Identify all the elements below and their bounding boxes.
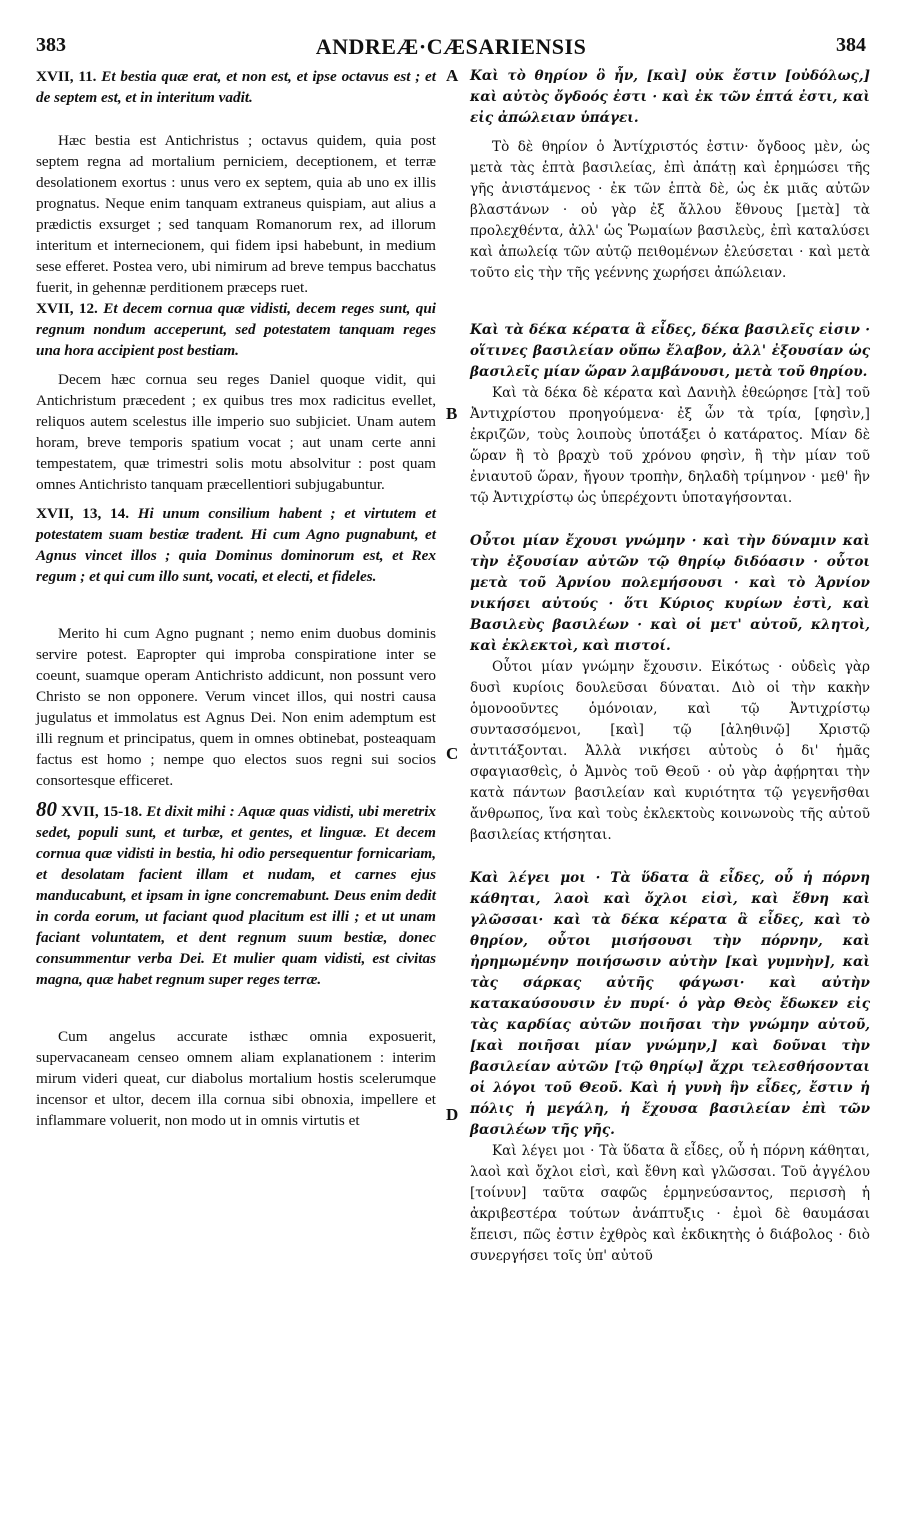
margin-marker-c: C xyxy=(446,744,459,763)
verse-ref: XVII, 13, 14. xyxy=(36,505,129,522)
verse-ref: XVII, 11. xyxy=(36,68,97,85)
latin-verse xyxy=(36,298,436,361)
page-number-left: 383 xyxy=(36,34,66,56)
verse-text: Et dixit mihi : Aquæ quas vidisti, ubi meretrix sedet, populi sunt, et turbæ, et gentes, et linguæ. Et decem cornua quæ vidisti in bestia, hi odio persequentur fornicariam, et desolatam facient illam et nudam, et carnes ejus manducabunt, et ipsam in igne concremabunt. Deus enim dedit in corda eorum, ut faciant quod placitum est illi ; et ut unam faciant voluntatem, et dent regnum suum bestiæ, donec consummentur verba Dei. Et mulier quam vidisti, est civitas magna, quæ habet regnum super reges terræ. xyxy=(36,803,437,988)
margin-marker-b: B xyxy=(446,404,458,423)
verse-text: Et decem cornua quæ vidisti, decem reges sunt, qui regnum nondum acceperunt, sed potestatem tanquam reges una hora accipient post bestiam. xyxy=(36,300,436,359)
latin-commentary: Cum angelus accurate isthæc omnia exposuerit, supervacaneam censeo omnem aliam explanationem : interim mirum videri queat, cur diabolus mortalium hostis scelerumque incensor et ultor, decem illa cornua sibi obnoxia, impellere et inflammare voluerit, non modo ut in omnis virtutis et xyxy=(36,1028,436,1129)
greek-verse: Καὶ τὸ θηρίον ὃ ἦν, [καὶ] οὐκ ἔστιν [οὐδόλως,] καὶ αὐτὸς ὄγδοός ἐστι · καὶ ἐκ τῶν ἑπτά ἐστι, καὶ εἰς ἀπώλειαν ὑπάγει. xyxy=(470,68,870,126)
verse-ref: XVII, 12. xyxy=(36,300,98,317)
verse-ref: XVII, 15-18. xyxy=(61,803,143,820)
greek-verse: Καὶ τὰ δέκα κέρατα ἃ εἶδες, δέκα βασιλεῖς εἰσιν · οἵτινες βασιλείαν οὔπω ἔλαβον, ἀλλ' ἐξουσίαν ὡς βασιλεῖς μίαν ὥραν λαμβάνουσι, μετὰ τοῦ θηρίου. xyxy=(470,322,870,380)
greek-commentary: Καὶ τὰ δέκα δὲ κέρατα καὶ Δανιὴλ ἐθεώρησε [τὰ] τοῦ Ἀντιχρίστου προηγούμενα· ἐξ ὧν τὰ τρία, [φησὶν,] ἐκριζῶν, τοὺς λοιποὺς ὑποτάξει ὁ κατάρατος. Μίαν δὲ ὥραν ἢ τὸ βραχὺ τοῦ χρόνου φησὶν, ἢ τὴν μίαν τοῦ ἐνιαυτοῦ ὥραν, ἤγουν τροπὴν, δηλαδὴ τρίμηνον · μεθ' ἣν τῷ Ἀντιχρίστῳ ὡς ὑπερέχοντι ὑποταγήσονται. xyxy=(470,385,870,506)
latin-verse xyxy=(36,66,436,108)
greek-commentary: Οὗτοι μίαν γνώμην ἔχουσιν. Εἰκότως · οὐδεὶς γὰρ δυσὶ κυρίοις δουλεῦσαι δύναται. Διὸ οἱ τὴν κακὴν ὁμονοοῦντες ὁμόνοιαν, καὶ τῷ Ἀντιχρίστῳ συντασσόμενοι, [καὶ] τῷ [ἀληθινῷ] Χριστῷ ἀντιτάξονται. Ἀλλὰ νικήσει αὐτοὺς ὁ δι' ἡμᾶς σφαγιασθεὶς, ὁ Ἀμνὸς τοῦ Θεοῦ · οὐ γὰρ ἀφῄρηται τὴν κατὰ πάντων βασιλείαν καὶ κυριότητα τῷ γεγενῆσθαι ἄνθρωπος, ἵνα καὶ τοὺς ἐκλεκτοὺς κοινωνοὺς τῆς αὐτοῦ βασιλείας κτήσηται. xyxy=(470,659,870,843)
margin-marker-d: D xyxy=(446,1105,459,1124)
section-number: 80 xyxy=(36,797,57,821)
running-title: ANDREÆ·CÆSARIENSIS xyxy=(315,34,587,59)
latin-verse xyxy=(36,799,436,990)
greek-column xyxy=(470,66,870,1267)
verse-text: Hi unum consilium habent ; et virtutem et potestatem suam bestiæ tradent. Hi cum Agno pugnabunt, et Agnus vincet illos ; quia Dominus dominorum est, et Rex regum ; et qui cum illo sunt, vocati, et electi, et fideles. xyxy=(36,505,436,585)
page-number-right: 384 xyxy=(836,34,866,56)
latin-column xyxy=(36,66,436,1131)
greek-commentary: Καὶ λέγει μοι · Τὰ ὕδατα ἃ εἶδες, οὗ ἡ πόρνη κάθηται, λαοὶ καὶ ὄχλοι εἰσὶ, καὶ ἔθνη καὶ γλῶσσαι. Τοῦ ἀγγέλου [τοίνυν] ταῦτα σαφῶς ἑρμηνεύσαντος, περισσὴ ἡ ἀκριβεστέρα τούτων ἀνάπτυξις · ἐμοὶ δὲ θαυμάσαι ἔπεισι, πῶς ἐστιν ἐχθρὸς καὶ ἐκδικητὴς ὁ διάβολος · διὸ συνεργήσει τοῖς ὑπ' αὐτοῦ xyxy=(470,1143,870,1264)
verse-text: Et bestia quæ erat, et non est, et ipse octavus est ; et de septem est, et in interitum vadit. xyxy=(36,68,436,106)
greek-verse: Καὶ λέγει μοι · Τὰ ὕδατα ἃ εἶδες, οὗ ἡ πόρνη κάθηται, λαοὶ καὶ ὄχλοι εἰσὶ, καὶ ἔθνη καὶ γλῶσσαι· καὶ τὰ δέκα κέρατα ἃ εἶδες, καὶ τὸ θηρίον, οὗτοι μισήσουσι τὴν πόρνην, καὶ ἠρημωμένην ποιήσωσιν αὐτὴν [καὶ γυμνὴν], καὶ τὰς σάρκας αὐτῆς φάγωσι· καὶ αὐτὴν κατακαύσουσιν ἐν πυρί· ὁ γὰρ Θεὸς ἔδωκεν εἰς τὰς καρδίας αὐτῶν ποιῆσαι τὴν γνώμην αὐτοῦ, [καὶ ποιῆσαι μίαν γνώμην,] καὶ δοῦναι τὴν βασιλείαν αὐτῶν [τῷ θηρίῳ] ἄχρι τελεσθήσονται οἱ λόγοι τοῦ Θεοῦ. Καὶ ἡ γυνὴ ἣν εἶδες, ἔστιν ἡ πόλις ἡ μεγάλη, ἡ ἔχουσα βασιλείαν ἐπὶ τῶν βασιλέων τῆς γῆς. xyxy=(470,870,870,1138)
latin-commentary: Merito hi cum Agno pugnant ; nemo enim duobus dominis servire potest. Eapropter qui improba conspiratione inter se coeunt, suamque operam Antichristo addicunt, non possunt vero Christo se non opponere. Verum vincet illos, qui nostri causa jugulatus et immolatus est Agnus Dei. Non enim ademptum est illi regnum et principatus, quem in omnes obtinebat, posteaquam factus est homo ; nempe quo electos suos regni sui socios consortesque efficeret. xyxy=(36,625,436,789)
latin-commentary: Hæc bestia est Antichristus ; octavus quidem, quia post septem regna ad mortalium perniciem, deceptionem, et terræ desolationem exortus : unus vero ex septem, quia ab uno ex illis prognatus. Neque enim tanquam extraneus quispiam, aut alius a prædictis exsurget ; sed tanquam Romanorum rex, ad illorum interitum et internecionem, qui fidem ipsi habebunt, in medium sese efferet. Postea vero, ubi nimirum ad breve tempus bacchatus fuerit, in gehennæ perditionem præceps ruet. xyxy=(36,132,436,296)
latin-verse xyxy=(36,503,436,587)
greek-verse: Οὗτοι μίαν ἔχουσι γνώμην · καὶ τὴν δύναμιν καὶ τὴν ἐξουσίαν αὐτῶν τῷ θηρίῳ διδόασιν · οὗτοι μετὰ τοῦ Ἀρνίου πολεμήσουσι · καὶ τὸ Ἀρνίον νικήσει αὐτούς · ὅτι Κύριος κυρίων ἐστὶ, καὶ Βασιλεὺς βασιλέων · καὶ οἱ μετ' αὐτοῦ, κλητοὶ, καὶ ἐκλεκτοὶ, καὶ πιστοί. xyxy=(470,533,870,654)
greek-commentary: Τὸ δὲ θηρίον ὁ Ἀντίχριστός ἐστιν· ὄγδοος μὲν, ὡς μετὰ τὰς ἑπτὰ βασιλείας, ἐπὶ ἀπάτῃ καὶ ἐρημώσει τῆς γῆς ἀνιστάμενος · ἐκ τῶν ἑπτὰ δὲ, ὡς ἐκ μιᾶς αὐτῶν βλαστάνων · οὐ γὰρ ἐξ ἄλλου ἔθνους [μετὰ] τὰ προλεχθέντα, ἀλλ' ὡς Ῥωμαίων βασιλεὺς, ἐπὶ καταλύσει καὶ ἀπωλείᾳ τῶν αὐτῷ πειθομένων ἐλεύσεται · καὶ μετὰ τοῦτο εἰς τὴν τῆς γεέννης χωρήσει ἀπώλειαν. xyxy=(470,139,870,281)
latin-commentary: Decem hæc cornua seu reges Daniel quoque vidit, qui Antichristum præcedent ; ex quibus tres mox radicitus evellet, reliquos autem scelestus ille imperio suo subjiciet. Unam autem horam, breve temporis spatium vocat ; aut unam certe anni tempestatem, quæ trimestri solis motu absolvitur : post quam omnes Antichristo tanquam præcellentiori subjugabuntur. xyxy=(36,371,436,493)
margin-marker-a: A xyxy=(446,66,459,85)
page-header xyxy=(36,34,866,60)
